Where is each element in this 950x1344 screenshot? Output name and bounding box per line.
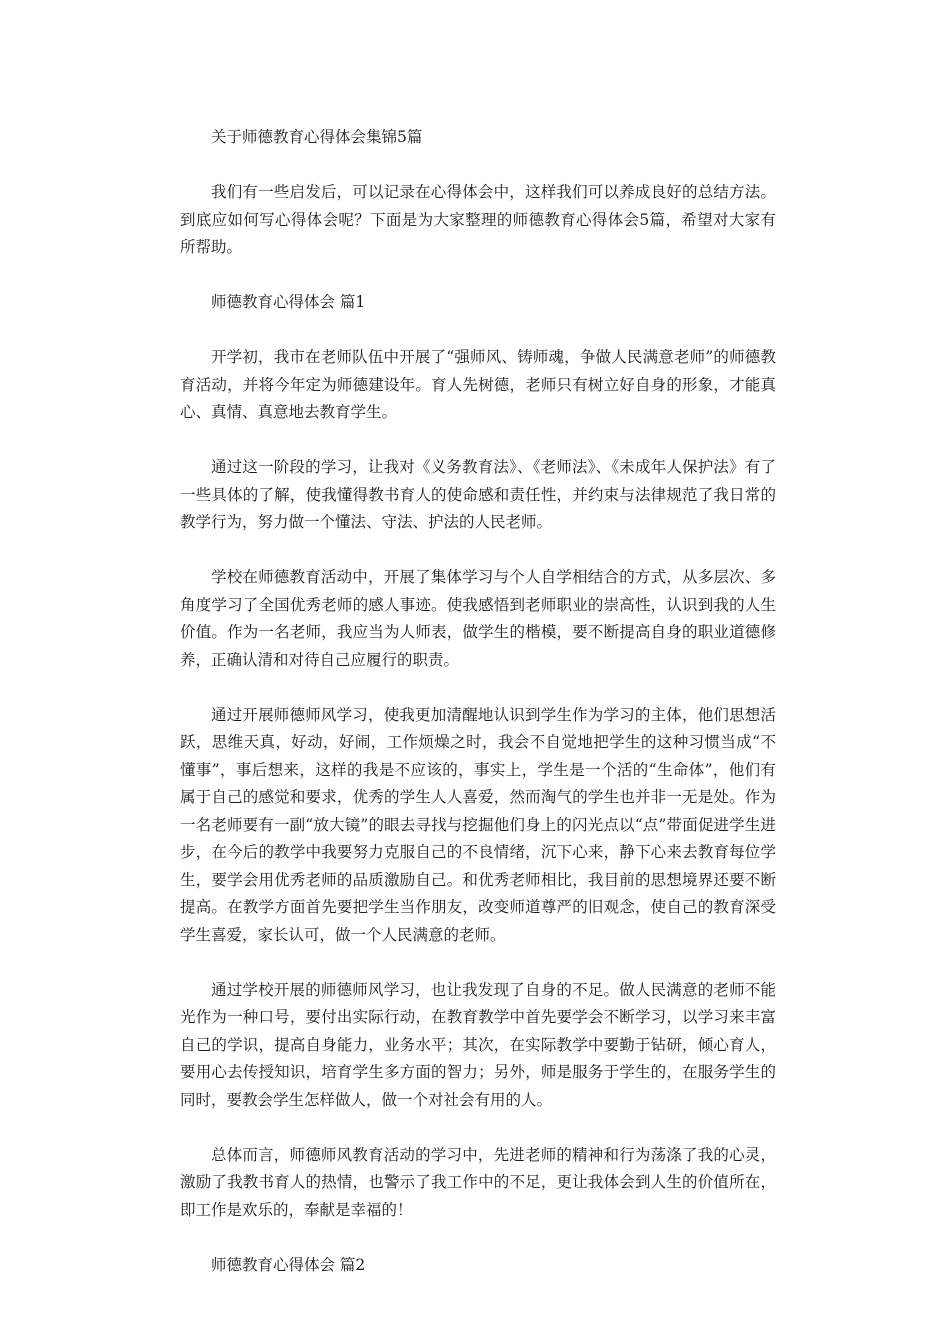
section-heading-2: 师德教育心得体会 篇2 — [211, 1255, 366, 1274]
intro-paragraph: 我们有一些启发后，可以记录在心得体会中，这样我们可以养成良好的总结方法。到底应如何写心得体会呢？下面是为大家整理的师德教育心得体会5篇，希望对大家有所帮助。 — [180, 183, 776, 256]
section-heading-1: 师德教育心得体会 篇1 — [211, 293, 366, 311]
body-paragraph: 通过这一阶段的学习，让我对《义务教育法》、《老师法》、《未成年人保护法》有了一些具体的了解，使我懂得教书育人的使命感和责任性，并约束与法律规范了我日常的教学行为，努力做一个懂法、守法、护法的人民老师。 — [180, 458, 776, 531]
body-paragraph: 通过学校开展的师德师风学习，也让我发现了自身的不足。做人民满意的老师不能光作为一种口号，要付出实际行动，在教育教学中首先要学会不断学习，以学习来丰富自己的学识，提高自身能力，业务水平；其次，在实际教学中要勤于钻研，倾心育人，要用心去传授知识，培育学生多方面的智力；另外，师是服务于学生的，在服务学生的同时，要教会学生怎样做人，做一个对社会有用的人。 — [180, 980, 776, 1109]
document-title: 关于师德教育心得体会集锦5篇 — [211, 128, 423, 146]
document-body — [180, 124, 776, 1307]
body-paragraph: 学校在师德教育活动中，开展了集体学习与个人自学相结合的方式，从多层次、多角度学习了全国优秀老师的感人事迹。使我感悟到老师职业的崇高性，认识到我的人生价值。作为一名老师，我应当为人师表，做学生的楷模，要不断提高自身的职业道德修养，正确认清和对待自己应履行的职责。 — [180, 568, 776, 669]
body-paragraph: 通过开展师德师风学习，使我更加清醒地认识到学生作为学习的主体，他们思想活跃，思维天真，好动，好闹，工作烦燥之时，我会不自觉地把学生的这种习惯当成“不懂事”，事后想来，这样的我是不应该的，事实上，学生是一个活的“生命体”，他们有属于自己的感觉和要求，优秀的学生人人喜爱，然而淘气的学生也并非一无是处。作为一名老师要有一副“放大镜”的眼去寻找与挖掘他们身上的闪光点以“点”带面促进学生进步，在今后的教学中我要努力克服自己的不良情绪，沉下心来，静下心来去教育每位学生，要学会用优秀老师的品质激励自己。和优秀老师相比，我目前的思想境界还要不断提高。在教学方面首先要把学生当作朋友，改变师道尊严的旧观念，使自己的教育深受学生喜爱，家长认可，做一个人民满意的老师。 — [180, 705, 776, 944]
body-paragraph: 开学初，我市在老师队伍中开展了“强师风、铸师魂，争做人民满意老师”的师德教育活动，并将今年定为师德建设年。育人先树德，老师只有树立好自身的形象，才能真心、真情、真意地去教育学生。 — [180, 348, 776, 421]
body-paragraph: 总体而言，师德师风教育活动的学习中，先进老师的精神和行为荡涤了我的心灵，激励了我教书育人的热情，也警示了我工作中的不足，更让我体会到人生的价值所在，即工作是欢乐的，奉献是幸福的！ — [180, 1145, 776, 1219]
